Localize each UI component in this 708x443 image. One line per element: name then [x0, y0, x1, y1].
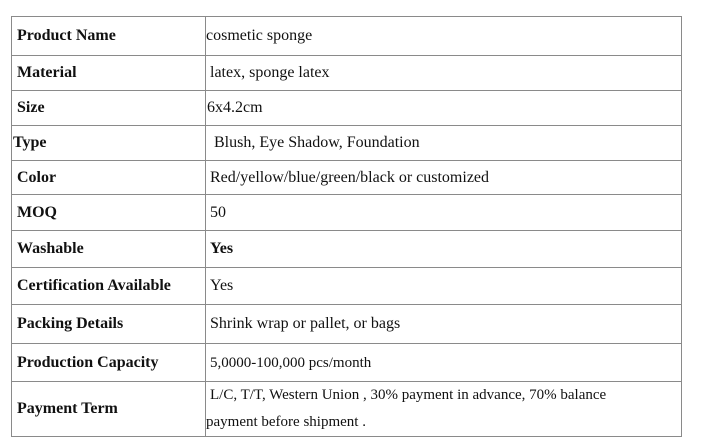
table-row: [12, 91, 682, 126]
row-value-type: Blush, Eye Shadow, Foundation: [206, 126, 682, 161]
row-label-moq: MOQ: [12, 195, 206, 231]
row-value-moq: 50: [206, 195, 682, 231]
payment-term-line-1: L/C, T/T, Western Union , 30% payment in advance, 70% balance: [210, 387, 607, 403]
table-row: [12, 305, 682, 344]
row-label-packing-details: Packing Details: [12, 305, 206, 344]
row-value-color: Red/yellow/blue/green/black or customized: [206, 161, 682, 195]
row-label-size: Size: [12, 91, 206, 126]
row-label-payment-term: Payment Term: [12, 382, 206, 437]
table-row: [12, 161, 682, 195]
row-value-packing-details: Shrink wrap or pallet, or bags: [206, 305, 682, 344]
row-label-washable: Washable: [12, 231, 206, 268]
row-label-certification: Certification Available: [12, 268, 206, 305]
row-label-color: Color: [12, 161, 206, 195]
table-row: [12, 344, 682, 382]
row-label-type: Type: [12, 126, 206, 161]
table-row: [12, 382, 682, 437]
table-row: [12, 56, 682, 91]
row-value-product-name: cosmetic sponge: [206, 17, 682, 56]
row-label-product-name: Product Name: [12, 17, 206, 56]
row-value-size: 6x4.2cm: [206, 91, 682, 126]
row-label-production-capacity: Production Capacity: [12, 344, 206, 382]
table-row: [12, 231, 682, 268]
table-row: [12, 17, 682, 56]
row-value-certification: Yes: [206, 268, 682, 305]
row-value-material: latex, sponge latex: [206, 56, 682, 91]
row-value-payment-term: [206, 382, 682, 437]
table-row: [12, 268, 682, 305]
payment-term-line-2: payment before shipment .: [206, 414, 366, 430]
row-label-material: Material: [12, 56, 206, 91]
table-row: [12, 126, 682, 161]
product-spec-table: [11, 16, 682, 437]
row-value-production-capacity: 5,0000-100,000 pcs/month: [206, 344, 682, 382]
table-row: [12, 195, 682, 231]
row-value-washable: Yes: [206, 231, 682, 268]
